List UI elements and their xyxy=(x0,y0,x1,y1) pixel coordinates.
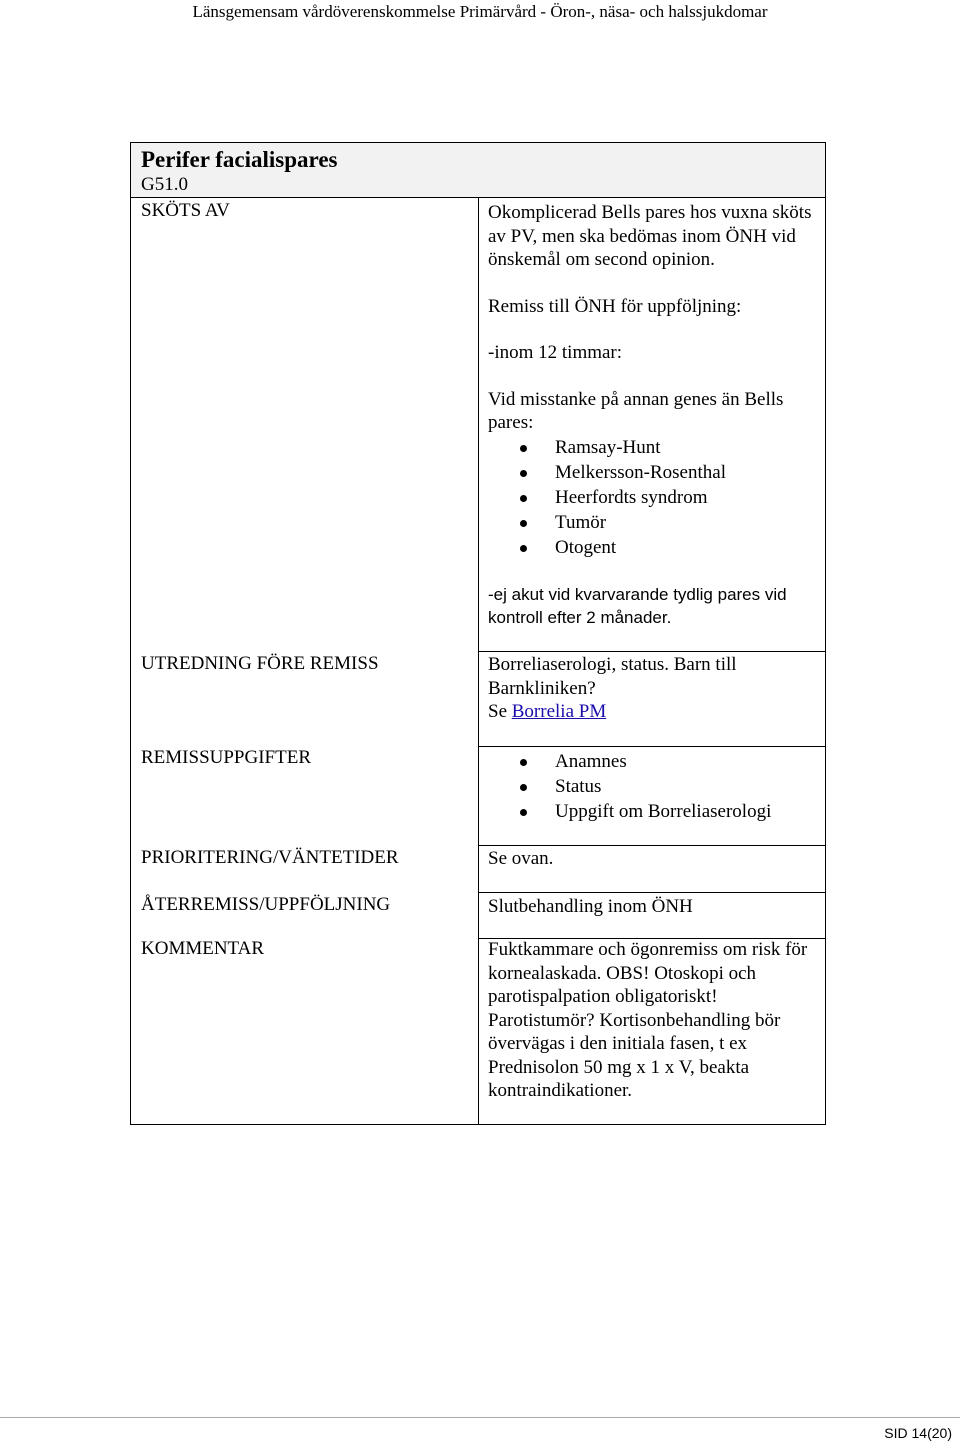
column-divider xyxy=(478,197,479,1125)
row-divider xyxy=(478,845,825,846)
page-number: SID 14(20) xyxy=(884,1425,952,1441)
list-item: Heerfordts syndrom xyxy=(488,485,818,510)
see-link-line: Se Borrelia PM xyxy=(488,701,607,722)
row-divider xyxy=(478,892,825,893)
suspicion-text: Vid misstanke på annan genes än Bells pares: xyxy=(488,388,784,433)
referral-info-list xyxy=(488,749,818,824)
non-acute-text: -ej akut vid kvarvarande tydlig pares vid kontroll efter 2 månader. xyxy=(488,584,787,627)
cell-remissuppgifter xyxy=(488,749,818,824)
row-divider xyxy=(478,651,825,652)
utredning-text: Borreliaserologi, status. Barn till Barnkliniken? xyxy=(488,654,737,699)
label-utredning: UTREDNING FÖRE REMISS xyxy=(141,653,379,674)
bullet-icon xyxy=(520,759,527,766)
skots-av-text: Okomplicerad Bells pares hos vuxna sköts av PV, men ska bedömas inom ÖNH vid önskemål om second opinion. xyxy=(488,202,812,270)
label-prioritering: PRIORITERING/VÄNTETIDER xyxy=(141,847,399,868)
bullet-icon xyxy=(520,545,527,552)
label-kommentar: KOMMENTAR xyxy=(141,938,265,959)
diagnosis-code: G51.0 xyxy=(141,174,188,195)
bullet-icon xyxy=(520,784,527,791)
list-item: Uppgift om Borreliaserologi xyxy=(488,799,818,824)
list-item: Otogent xyxy=(488,535,818,560)
referral-followup: Remiss till ÖNH för uppföljning: xyxy=(488,295,742,317)
row-divider xyxy=(478,746,825,747)
borrelia-pm-link[interactable]: Borrelia PM xyxy=(511,701,607,722)
list-item: Status xyxy=(488,774,818,799)
footer-divider xyxy=(0,1417,960,1418)
list-item: Anamnes xyxy=(488,749,818,774)
cell-utredning xyxy=(488,653,818,724)
differential-list xyxy=(488,435,818,560)
cell-aterremiss: Slutbehandling inom ÖNH xyxy=(488,896,693,917)
list-item: Ramsay-Hunt xyxy=(488,435,818,460)
bullet-icon xyxy=(520,809,527,816)
table-title-row xyxy=(131,143,825,198)
cell-kommentar: Fuktkammare och ögonremiss om risk för kornealaskada. OBS! Otoskopi och parotispalpation obligatoriskt! Parotistumör? Kortisonbehandling bör övervägas i den initiala fasen, t ex Prednisolon 50 mg x 1 x V, beakta kontraindikationer. xyxy=(488,939,808,1101)
list-item: Tumör xyxy=(488,510,818,535)
bullet-icon xyxy=(520,445,527,452)
condition-title: Perifer facialispares xyxy=(141,147,338,172)
label-remissuppgifter: REMISSUPPGIFTER xyxy=(141,747,311,768)
cell-skots-av xyxy=(488,201,818,630)
document-header: Länsgemensam vårdöverenskommelse Primärvård - Öron-, näsa- och halssjukdomar xyxy=(192,2,768,21)
cell-prioritering: Se ovan. xyxy=(488,848,554,869)
within-12-hours: -inom 12 timmar: xyxy=(488,342,623,363)
bullet-icon xyxy=(520,495,527,502)
bullet-icon xyxy=(520,470,527,477)
label-skots-av: SKÖTS AV xyxy=(141,200,230,221)
guideline-table xyxy=(130,142,826,1125)
label-aterremiss: ÅTERREMISS/UPPFÖLJNING xyxy=(141,894,391,915)
list-item: Melkersson-Rosenthal xyxy=(488,460,818,485)
bullet-icon xyxy=(520,520,527,527)
